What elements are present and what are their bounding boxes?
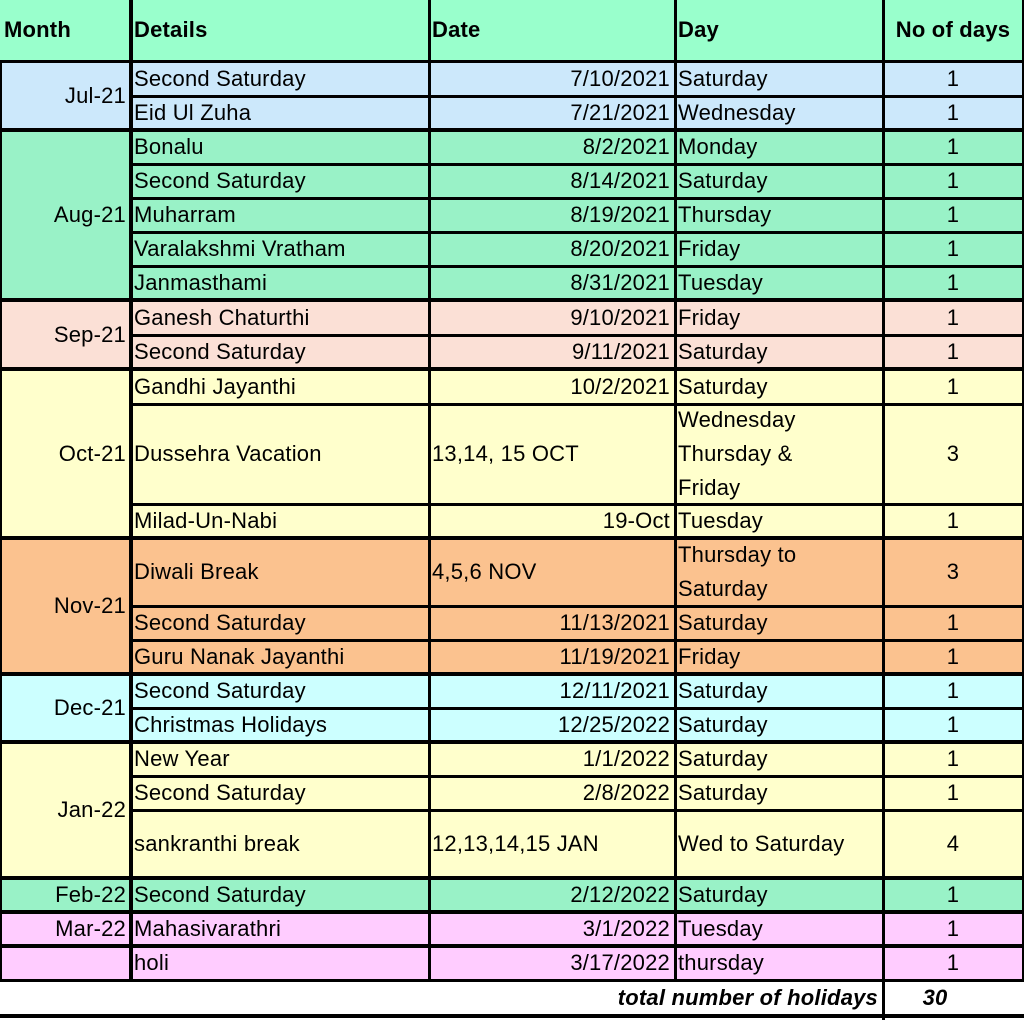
holiday-date: 1/1/2022 [428,742,674,776]
grid-line [130,334,1024,337]
month-cell: Aug-21 [0,130,130,300]
holiday-days-count: 1 [882,300,1024,335]
holiday-details: Varalakshmi Vratham [130,232,428,266]
holiday-date: 2/12/2022 [428,878,674,912]
month-cell [0,946,130,980]
grid-line [130,707,1024,710]
holiday-days-count: 1 [882,912,1024,946]
holiday-days-count: 4 [882,810,1024,878]
grid-line [0,672,1024,676]
holiday-days-count: 1 [882,606,1024,640]
holiday-days-count: 1 [882,266,1024,300]
holiday-date: 8/14/2021 [428,164,674,198]
holiday-details: Second Saturday [130,878,428,912]
holiday-day [674,404,882,504]
holiday-day: Thursday [674,198,882,232]
holiday-day: Saturday [674,742,882,776]
holiday-day-line: Friday [678,475,741,500]
grid-line [130,265,1024,268]
holiday-day-line: Wednesday [678,407,796,432]
grid-line [882,0,885,1020]
holiday-date: 11/19/2021 [428,640,674,674]
holiday-day: Saturday [674,369,882,404]
total-value: 30 [882,980,1024,1016]
header-day: Day [674,0,882,60]
holiday-details: Diwali Break [130,538,428,606]
grid-line [0,536,1024,540]
holiday-date: 12/11/2021 [428,674,674,708]
grid-line [0,979,1024,982]
holiday-details: Second Saturday [130,164,428,198]
grid-line [0,944,1024,948]
grid-line [130,163,1024,166]
holiday-days-count: 1 [882,164,1024,198]
grid-line [0,60,1024,63]
holiday-day: Friday [674,640,882,674]
holiday-date: 8/31/2021 [428,266,674,300]
holiday-details: Eid Ul Zuha [130,96,428,130]
holiday-day: Tuesday [674,266,882,300]
holiday-day-line: Saturday [678,576,768,601]
holiday-day: Friday [674,232,882,266]
holiday-date: 7/10/2021 [428,62,674,96]
grid-line [130,403,1024,406]
grid-line [130,809,1024,812]
grid-line [0,1014,1024,1018]
holiday-details: Second Saturday [130,62,428,96]
holiday-days-count: 1 [882,878,1024,912]
holiday-day: thursday [674,946,882,980]
holiday-date: 11/13/2021 [428,606,674,640]
grid-line [0,876,1024,880]
holiday-details: Ganesh Chaturthi [130,300,428,335]
holiday-date: 9/10/2021 [428,300,674,335]
holiday-day: Saturday [674,335,882,369]
holiday-days-count: 1 [882,96,1024,130]
header-month: Month [0,0,130,60]
holiday-date: 3/17/2022 [428,946,674,980]
header-date: Date [428,0,674,60]
holiday-days-count: 1 [882,198,1024,232]
holiday-date: 8/20/2021 [428,232,674,266]
month-cell: Sep-21 [0,300,130,369]
holiday-days-count: 1 [882,946,1024,980]
month-cell: Jul-21 [0,62,130,130]
holiday-details: Mahasivarathri [130,912,428,946]
holiday-details: Second Saturday [130,776,428,810]
grid-line [0,298,1024,302]
holiday-date: 10/2/2021 [428,369,674,404]
grid-line [0,740,1024,744]
month-cell: Dec-21 [0,674,130,742]
holiday-days-count: 1 [882,232,1024,266]
grid-line [0,128,1024,132]
holiday-details: Dussehra Vacation [130,404,428,504]
month-cell: Jan-22 [0,742,130,878]
holiday-details: Bonalu [130,130,428,164]
holiday-date: 8/19/2021 [428,198,674,232]
holiday-day: Friday [674,300,882,335]
grid-line [130,503,1024,506]
holiday-details: Second Saturday [130,674,428,708]
holiday-day: Saturday [674,708,882,742]
holiday-day-line: Thursday & [678,441,793,466]
holiday-day: Saturday [674,776,882,810]
total-label: total number of holidays [0,980,882,1016]
holiday-day: Monday [674,130,882,164]
holiday-days-count: 1 [882,640,1024,674]
holiday-day: Saturday [674,164,882,198]
month-cell: Oct-21 [0,369,130,538]
holiday-day: Saturday [674,878,882,912]
holiday-day: Wed to Saturday [674,810,882,878]
holiday-date: 9/11/2021 [428,335,674,369]
grid-line [0,910,1024,914]
holiday-days-count: 1 [882,708,1024,742]
holiday-days-count: 3 [882,404,1024,504]
grid-line [130,639,1024,642]
grid-line [130,197,1024,200]
holiday-date: 4,5,6 NOV [428,538,674,606]
holiday-details: Second Saturday [130,606,428,640]
holiday-details: Christmas Holidays [130,708,428,742]
holiday-date: 3/1/2022 [428,912,674,946]
month-cell: Feb-22 [0,878,130,912]
holiday-date: 19-Oct [428,504,674,538]
holiday-days-count: 1 [882,776,1024,810]
holiday-details: Milad-Un-Nabi [130,504,428,538]
holiday-details: Second Saturday [130,335,428,369]
holiday-days-count: 1 [882,62,1024,96]
holiday-details: sankranthi break [130,810,428,878]
month-cell: Nov-21 [0,538,130,674]
holiday-details: Muharram [130,198,428,232]
grid-line [130,95,1024,98]
holiday-days-count: 1 [882,369,1024,404]
holiday-days-count: 1 [882,335,1024,369]
holiday-date: 12/25/2022 [428,708,674,742]
holiday-day: Saturday [674,62,882,96]
grid-line [130,775,1024,778]
holiday-date: 13,14, 15 OCT [428,404,674,504]
grid-line [0,367,1024,371]
holiday-details: Janmasthami [130,266,428,300]
holiday-day: Tuesday [674,504,882,538]
holiday-days-count: 1 [882,674,1024,708]
holiday-days-count: 1 [882,130,1024,164]
header-days: No of days [882,0,1024,60]
holiday-days-count: 3 [882,538,1024,606]
holiday-day-line: Thursday to [678,542,797,567]
holiday-days-count: 1 [882,742,1024,776]
grid-line [0,62,2,980]
holiday-day: Saturday [674,674,882,708]
holiday-date: 2/8/2022 [428,776,674,810]
holiday-date: 12,13,14,15 JAN [428,810,674,878]
holiday-day: Wednesday [674,96,882,130]
holiday-details: Gandhi Jayanthi [130,369,428,404]
holiday-day: Tuesday [674,912,882,946]
holiday-details: Guru Nanak Jayanthi [130,640,428,674]
grid-line [130,605,1024,608]
holiday-days-count: 1 [882,504,1024,538]
grid-line [428,0,431,980]
header-details: Details [130,0,428,60]
holiday-date: 7/21/2021 [428,96,674,130]
holiday-day [674,538,882,606]
grid-line [130,231,1024,234]
grid-line [674,0,677,980]
holiday-day: Saturday [674,606,882,640]
holiday-details: holi [130,946,428,980]
month-cell: Mar-22 [0,912,130,946]
holiday-date: 8/2/2021 [428,130,674,164]
grid-line [129,0,133,980]
holiday-details: New Year [130,742,428,776]
